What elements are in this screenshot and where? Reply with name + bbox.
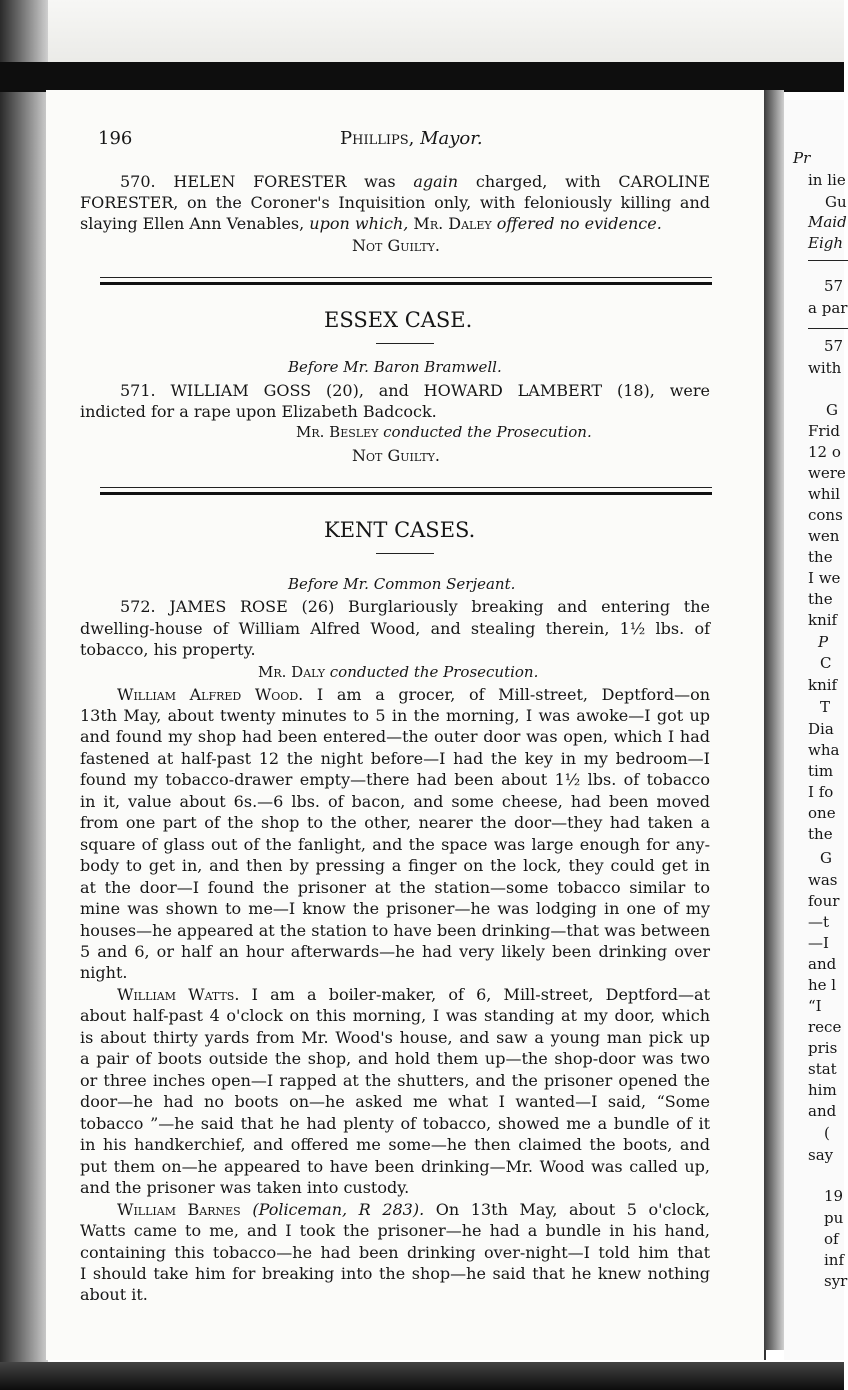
facing-page-text: 57 [824, 277, 844, 295]
facing-page-text: and [808, 1102, 837, 1120]
book-edge-shadow [0, 0, 48, 1390]
testimony-line: door—he had no boots on—he asked me what I wanted—I said, “Some [80, 1092, 710, 1111]
running-head [340, 128, 483, 149]
section-rule [100, 492, 712, 495]
case-571-line: 571. WILLIAM GOSS (20), and HOWARD LAMBERT (18), were [120, 381, 710, 400]
facing-page-text: Dia [808, 720, 834, 738]
facing-page-text: rece [808, 1018, 842, 1036]
testimony-line [117, 984, 710, 1005]
facing-page-text: the [808, 590, 833, 608]
scan-background [0, 0, 844, 70]
facing-page-text: wen [808, 527, 840, 545]
facing-page-text: he l [808, 976, 837, 994]
scan-top-band [0, 62, 844, 92]
witness-name: William Alfred Wood. [117, 685, 304, 704]
facing-page-text: Maid [808, 213, 847, 231]
witness-role: (Policeman, R 283). [240, 1200, 425, 1219]
case-570-verdict: Not Guilty. [352, 236, 440, 255]
facing-page-text: in lie [808, 171, 846, 189]
facing-page-text: was [808, 871, 838, 889]
facing-page-text: 19 [824, 1187, 844, 1205]
testimony-line: body to get in, and then by pressing a finger on the lock, they could get in [80, 856, 710, 875]
testimony-text: I am a boiler-maker, of 6, Mill-street, Deptford—at [239, 985, 710, 1004]
case-572-line: dwelling-house of William Alfred Wood, and stealing therein, 1½ lbs. of [80, 619, 710, 638]
facing-page-text: T [820, 698, 831, 716]
essex-prosecutor [296, 423, 592, 441]
case-570-line [80, 213, 710, 234]
testimony-line: in it, value about 6s.—6 lbs. of bacon, and some cheese, had been moved [80, 792, 710, 811]
heading-rule [376, 553, 434, 554]
testimony-line [117, 684, 710, 705]
facing-page-text: four [808, 892, 840, 910]
facing-page-rule [808, 260, 848, 261]
facing-page-text: P [818, 633, 829, 651]
facing-page-rule [808, 328, 848, 329]
facing-page-text: knif [808, 611, 838, 629]
facing-page-text: Pr [793, 149, 811, 167]
case-570-text: charged, with CAROLINE [458, 172, 710, 191]
facing-page-text: ( [824, 1124, 830, 1142]
facing-page-text: I we [808, 569, 841, 587]
facing-page-text: the [808, 548, 833, 566]
testimony-line: put them on—he appeared to have been drinking—Mr. Wood was called up, [80, 1157, 710, 1176]
scan-bottom-band [0, 1362, 844, 1390]
section-rule [100, 487, 712, 488]
case-570-counsel: Mr. Daley [408, 214, 497, 233]
witness-name: William Barnes [117, 1200, 241, 1219]
testimony-line: about half-past 4 o'clock on this morning, I was standing at my door, which [80, 1006, 710, 1025]
facing-page-text: G [820, 849, 832, 867]
page-number: 196 [98, 128, 133, 149]
testimony-line: from one part of the shop to the other, nearer the door—they had taken a [80, 813, 710, 832]
testimony-line: containing this tobacco—he had been drinking over-night—I told him that [80, 1243, 710, 1262]
testimony-line: is about thirty yards from Mr. Wood's house, and saw a young man pick up [80, 1028, 710, 1047]
facing-page-text: Gu [825, 193, 847, 211]
facing-page-text: Eigh [808, 234, 844, 252]
testimony-line: about it. [80, 1285, 148, 1304]
case-570-line: FORESTER, on the Coroner's Inquisition only, with feloniously killing and [80, 193, 710, 212]
facing-page-text: one [808, 804, 836, 822]
facing-page-text: knif [808, 676, 838, 694]
section-rule [100, 277, 712, 278]
witness-name: William Watts. [117, 985, 240, 1004]
testimony-line: and the prisoner was taken into custody. [80, 1178, 410, 1197]
case-570-emphasis: again [413, 172, 459, 191]
case-570-text: 570. HELEN FORESTER was [120, 172, 414, 191]
testimony-line [117, 1199, 710, 1220]
testimony-line: at the door—I found the prisoner at the station—some tobacco similar to [80, 878, 710, 897]
facing-page-text: a par [808, 299, 848, 317]
testimony-line: I should take him for breaking into the shop—he said that he knew nothing [80, 1264, 710, 1283]
facing-page-text: “I [808, 997, 822, 1015]
facing-page-text: wha [808, 741, 840, 759]
facing-page-text: pris [808, 1039, 838, 1057]
essex-judge: Before Mr. Baron Bramwell. [288, 358, 502, 376]
facing-page-text: and [808, 955, 837, 973]
essex-prosecutor-text: conducted the Prosecution. [378, 423, 592, 441]
essex-verdict: Not Guilty. [352, 446, 440, 465]
case-571-line: indicted for a rape upon Elizabeth Badcock. [80, 402, 437, 421]
facing-page-text: tim [808, 762, 834, 780]
facing-page-text: —t [808, 913, 830, 931]
testimony-line: mine was shown to me—I know the prisoner—he was lodging in one of my [80, 899, 710, 918]
case-572-line: tobacco, his property. [80, 640, 256, 659]
facing-page-text: stat [808, 1060, 837, 1078]
section-rule [100, 282, 712, 285]
testimony-line: a pair of boots outside the shop, and hold them up—the shop-door was two [80, 1049, 710, 1068]
essex-heading: ESSEX CASE. [324, 308, 473, 332]
book-gutter [764, 90, 784, 1350]
testimony-line: 13th May, about twenty minutes to 5 in the morning, I was awoke—I got up [80, 706, 710, 725]
testimony-line: square of glass out of the fanlight, and the space was large enough for any- [80, 835, 710, 854]
facing-page-text: syr [824, 1272, 848, 1290]
testimony-line: tobacco ”—he said that he had plenty of tobacco, showed me a bundle of it [80, 1114, 710, 1133]
case-570-text: slaying Ellen Ann Venables, [80, 214, 310, 233]
kent-prosecutor-name: Mr. Daly [258, 663, 326, 681]
testimony-text: On 13th May, about 5 o'clock, [424, 1200, 710, 1219]
facing-page-text: I fo [808, 783, 834, 801]
case-570-emphasis: offered no evidence. [496, 214, 662, 233]
facing-page-text: him [808, 1081, 837, 1099]
heading-rule [376, 343, 434, 344]
kent-prosecutor-text: conducted the Prosecution. [325, 663, 539, 681]
case-572-line: 572. JAMES ROSE (26) Burglariously breaking and entering the [120, 597, 710, 616]
running-head-title: Mayor. [420, 128, 483, 149]
testimony-line: fastened at half-past 12 the night before—I had the key in my bedroom—I [80, 749, 710, 768]
facing-page-text: pu [824, 1209, 844, 1227]
testimony-line: and found my shop had been entered—the outer door was open, which I had [80, 727, 710, 746]
facing-page-text: with [808, 359, 842, 377]
facing-page-text: —I [808, 934, 829, 952]
testimony-line: 5 and 6, or half an hour afterwards—he had very likely been drinking over [80, 942, 710, 961]
case-570-emphasis: upon which, [309, 214, 409, 233]
testimony-line: or three inches open—I rapped at the shutters, and the prisoner opened the [80, 1071, 710, 1090]
facing-page-text: inf [824, 1251, 845, 1269]
facing-page-text: 57 [824, 337, 844, 355]
facing-page-text: whil [808, 485, 841, 503]
facing-page-fragment [784, 100, 848, 1360]
testimony-line: Watts came to me, and I took the prisoner—he had a bundle in his hand, [80, 1221, 710, 1240]
testimony-line: in his handkerchief, and offered me some—he then claimed the boots, and [80, 1135, 710, 1154]
testimony-line: houses—he appeared at the station to have been drinking—that was between [80, 921, 710, 940]
running-head-name: Phillips, [340, 128, 415, 149]
testimony-line: night. [80, 963, 128, 982]
kent-prosecutor [258, 663, 538, 681]
facing-page-text: 12 o [808, 443, 841, 461]
testimony-text: I am a grocer, of Mill-street, Deptford—on [303, 685, 711, 704]
essex-prosecutor-name: Mr. Besley [296, 423, 379, 441]
facing-page-text: the [808, 825, 833, 843]
facing-page-text: were [808, 464, 846, 482]
testimony-line: found my tobacco-drawer empty—there had been about 1½ lbs. of tobacco [80, 770, 710, 789]
kent-heading: KENT CASES. [324, 518, 476, 542]
facing-page-text: cons [808, 506, 843, 524]
facing-page-text: Frid [808, 422, 840, 440]
facing-page-text: say [808, 1146, 834, 1164]
kent-judge: Before Mr. Common Serjeant. [288, 575, 516, 593]
facing-page-text: of [824, 1230, 839, 1248]
facing-page-text: G [826, 401, 838, 419]
case-570-line [120, 171, 710, 192]
facing-page-text: C [820, 654, 832, 672]
